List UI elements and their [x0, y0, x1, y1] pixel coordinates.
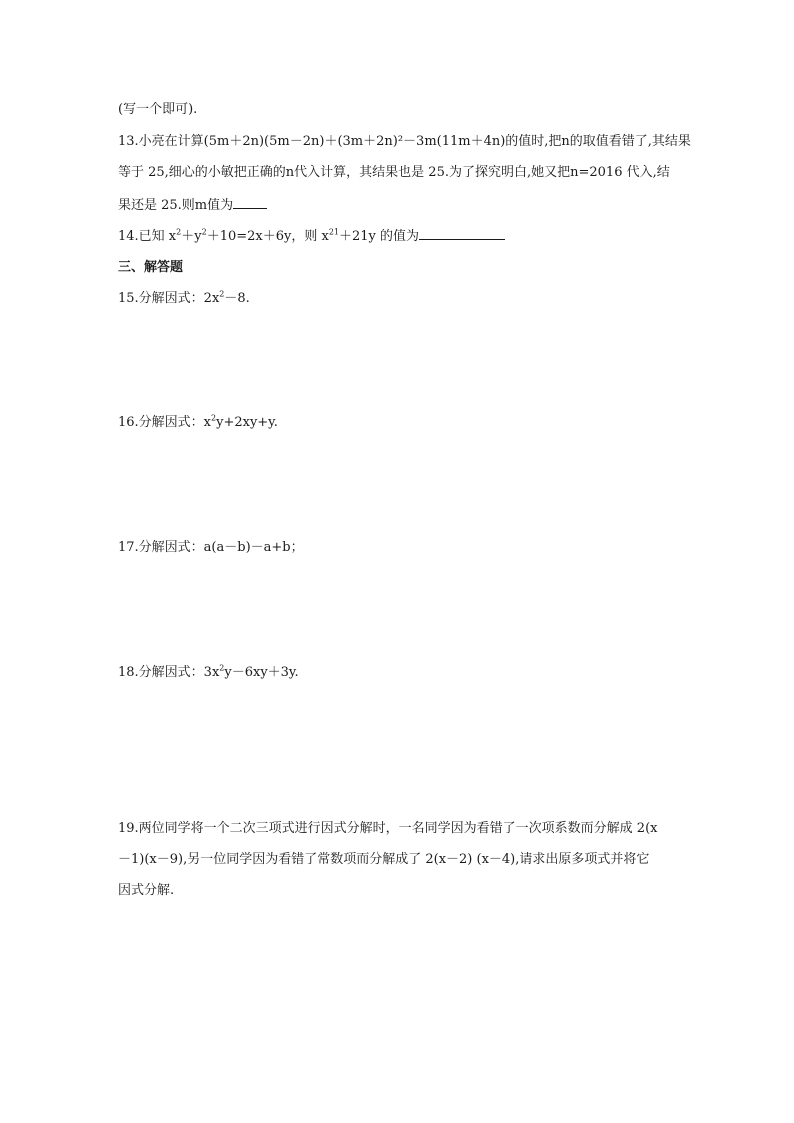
question-19-line-3: 因式分解. — [118, 883, 175, 898]
question-15-suffix: －8. — [224, 291, 250, 306]
question-19-line-1: 19.两位同学将一个二次三项式进行因式分解时，一名同学因为看错了一次项系数而分解成 2(x — [118, 821, 658, 836]
question-15 — [118, 290, 250, 308]
question-16 — [118, 414, 278, 432]
exponent: 2 — [219, 289, 225, 299]
question-17: 17.分解因式：a(a－b)－a+b； — [118, 540, 304, 555]
question-16-prefix: 16.分解因式：x — [118, 415, 212, 430]
question-15-prefix: 15.分解因式：2x — [118, 291, 220, 306]
question-13-line-3 — [118, 196, 267, 215]
question-14-suffix: ＋21y 的值为 — [339, 229, 420, 244]
answer-blank-14[interactable] — [419, 227, 505, 240]
top-note: (写一个即可). — [118, 102, 198, 117]
question-18-suffix: y－6xy＋3y. — [224, 665, 299, 680]
question-14-mid-2: ＋10=2x＋6y，则 x — [206, 229, 329, 244]
exponent: 21 — [328, 227, 339, 237]
question-18 — [118, 664, 299, 682]
exponent: 2 — [176, 227, 182, 237]
question-13-line-2: 等于 25,细心的小敏把正确的n代入计算，其结果也是 25.为了探究明白,她又把n=2016 代入,结 — [118, 165, 670, 180]
question-16-suffix: y+2xy+y. — [216, 415, 278, 430]
question-13-text: 果还是 25.则m值为 — [118, 198, 234, 213]
question-14-prefix: 14.已知 x — [118, 229, 177, 244]
question-14 — [118, 227, 505, 246]
section-heading: 三、解答题 — [118, 260, 184, 275]
exponent: 2 — [211, 413, 217, 423]
question-18-prefix: 18.分解因式：3x — [118, 665, 220, 680]
exponent: 2 — [201, 227, 207, 237]
answer-blank-13[interactable] — [233, 196, 267, 209]
exponent: 2 — [219, 663, 225, 673]
question-14-mid-1: ＋y — [181, 229, 202, 244]
question-19-line-2: －1)(x－9),另一位同学因为看错了常数项而分解成了 2(x－2) (x－4),请求出原多项式并将它 — [118, 852, 650, 867]
question-13-line-1: 13.小亮在计算(5m＋2n)(5m－2n)＋(3m＋2n)²－3m(11m＋4n)的值时,把n的取值看错了,其结果 — [118, 134, 691, 149]
